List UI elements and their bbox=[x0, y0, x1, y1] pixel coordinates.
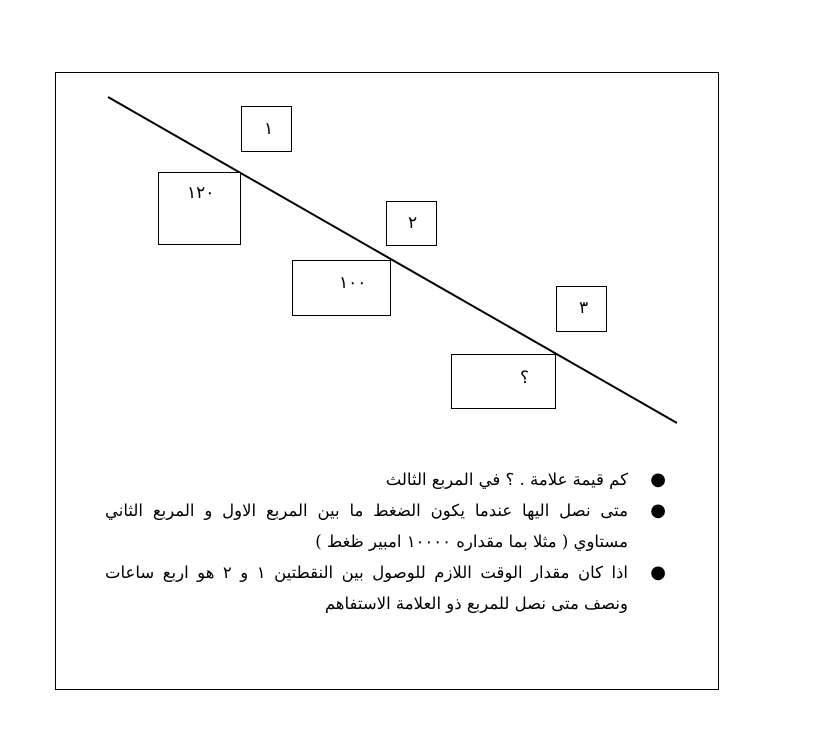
value-box-120 bbox=[158, 172, 241, 245]
bullet-icon: ● bbox=[650, 469, 666, 490]
question-item-1 bbox=[105, 464, 670, 495]
bullet-icon: ● bbox=[650, 500, 666, 521]
value-box-100-text: ١٠٠ bbox=[339, 273, 367, 293]
question-list bbox=[105, 464, 670, 619]
question-2-text: متى نصل اليها عندما يكون الضغط ما بين المربع الاول و المربع الثاني مستاوي ( مثلا بما مقداره ١٠٠٠٠ امبير ظغط ) bbox=[105, 501, 628, 551]
label-box-1-text: ١ bbox=[264, 119, 274, 139]
question-item-2 bbox=[105, 495, 670, 557]
label-box-2 bbox=[386, 201, 437, 246]
value-box-question-text: ؟ bbox=[520, 368, 530, 388]
label-box-3 bbox=[556, 286, 607, 332]
value-box-100 bbox=[292, 260, 391, 316]
question-1-text: كم قيمة علامة . ؟ في المربع الثالث bbox=[385, 470, 628, 489]
question-item-3 bbox=[105, 557, 670, 619]
label-box-3-text: ٣ bbox=[579, 298, 589, 318]
question-3-text: اذا كان مقدار الوقت اللازم للوصول بين النقطتين ١ و ٢ هو اربع ساعات ونصف متى نصل للمربع ذو العلامة الاستفاهم bbox=[105, 563, 628, 613]
label-box-2-text: ٢ bbox=[408, 213, 418, 233]
diagonal-line bbox=[108, 97, 677, 423]
bullet-icon: ● bbox=[650, 562, 666, 583]
value-box-question bbox=[451, 354, 556, 409]
label-box-1 bbox=[241, 106, 292, 152]
value-box-120-text: ١٢٠ bbox=[187, 183, 215, 203]
